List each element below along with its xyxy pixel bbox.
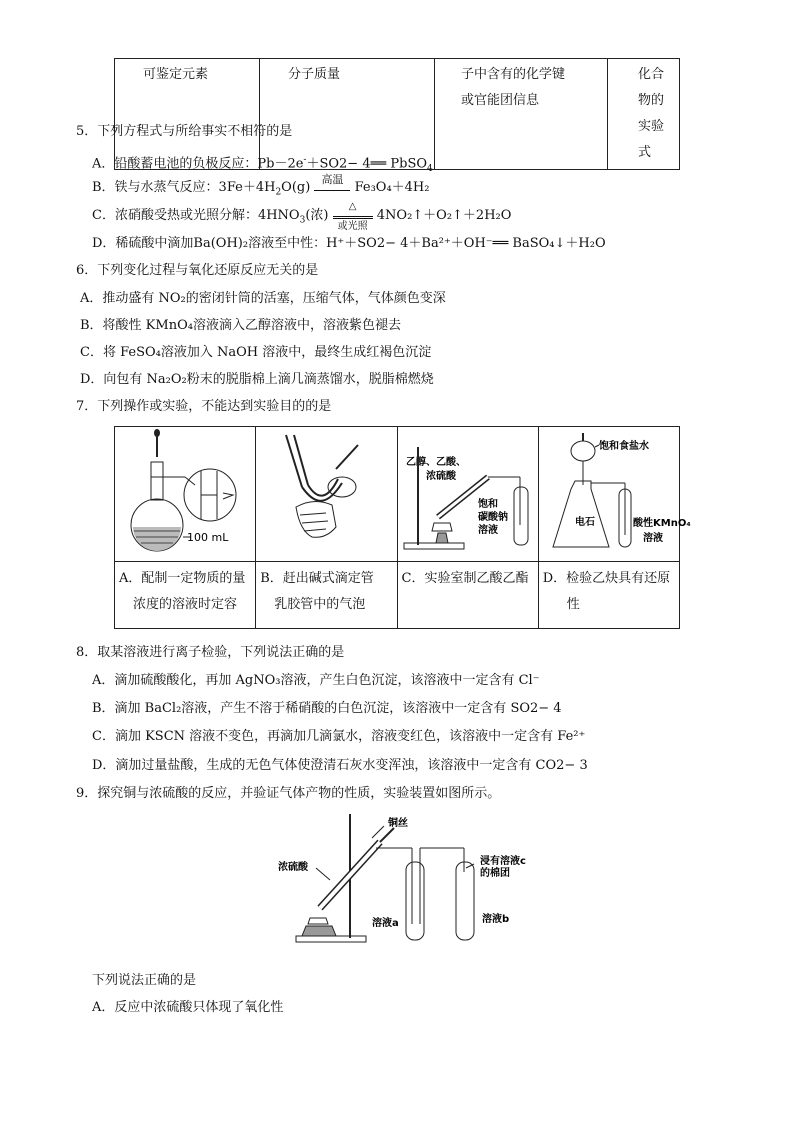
question-6-stem: 6．下列变化过程与氧化还原反应无关的是 (76, 263, 319, 278)
fig-label: 溶液b (482, 914, 510, 925)
flask-volume-label: 100 mL (187, 531, 229, 544)
figure-burette-bubble (256, 427, 397, 562)
table-cell: 分子质量 (260, 59, 435, 170)
fig-label: 铜丝 (388, 818, 408, 829)
fig-label: 饱和食盐水 (598, 441, 649, 452)
q6-option-b: B．将酸性 KMnO₄溶液滴入乙醇溶液中，溶液紫色褪去 (80, 318, 401, 333)
fig-label: 电石 (574, 517, 595, 528)
q5-option-a: A．铅酸蓄电池的负极反应：Pb－2e-＋SO2− 4══ PbSO$_4$ (92, 155, 433, 174)
fig-label: 碳酸钠 (477, 512, 508, 523)
q5-option-b: B．铁与水蒸气反应：$3Fe+4H_2O(g)$ 高温 Fe₃O₄＋4H₂ (92, 173, 430, 198)
reaction-condition: 或光照 (337, 221, 368, 232)
question-7-stem: 7．下列操作或实验，不能达到实验目的的是 (76, 399, 332, 414)
q6-option-c: C．将 FeSO₄溶液加入 NaOH 溶液中，最终生成红褐色沉淀 (80, 345, 432, 360)
q7-option-b: B．赶出碱式滴定管 乳胶管中的气泡 (256, 562, 397, 629)
q9-follow-prompt: 下列说法正确的是 (92, 973, 197, 988)
q7-option-d: D．检验乙炔具有还原 性 (538, 562, 679, 629)
q8-option-d: D．滴加过量盐酸，生成的无色气体使澄清石灰水变浑浊，该溶液中一定含有 CO2− 3 (92, 758, 588, 773)
q7-options-table (114, 426, 691, 629)
question-8-stem: 8．取某溶液进行离子检验，下列说法正确的是 (76, 645, 345, 660)
fig-label: 酸性KMnO₄ (632, 518, 691, 529)
q8-option-a: A．滴加硫酸酸化，再加 AgNO₃溶液，产生白色沉淀，该溶液中一定含有 Cl⁻ (92, 673, 540, 688)
q8-option-c: C．滴加 KSCN 溶液不变色，再滴加几滴氯水，溶液变红色，该溶液中一定含有 Fe²⁺ (92, 729, 586, 744)
table-cell: 可鉴定元素 (115, 59, 260, 170)
q6-option-a: A．推动盛有 NO₂的密闭针筒的活塞，压缩气体，气体颜色变深 (80, 291, 446, 306)
fig-label: 浸有溶液c (480, 856, 526, 867)
fig-label: 的棉团 (480, 868, 510, 879)
q9-option-a: A．反应中浓硫酸只体现了氧化性 (92, 1000, 284, 1015)
figure-volumetric-flask (115, 427, 256, 562)
q7-option-a: A．配制一定物质的量 浓度的溶液时定容 (115, 562, 256, 629)
table-cell: 化合物的实验式 (608, 59, 680, 170)
figure-copper-sulfuric-setup (276, 812, 526, 948)
fig-label: 乙醇、乙酸、 (405, 457, 466, 468)
reaction-condition: 高温 (321, 173, 344, 186)
fig-label: 浓硫酸 (278, 862, 308, 873)
reaction-condition: △ (348, 201, 357, 212)
fig-label: 溶液 (477, 525, 498, 536)
table-cell: 子中含有的化学键 或官能团信息 (435, 59, 608, 170)
fig-label: 饱和 (477, 499, 498, 510)
question-9-stem: 9．探究铜与浓硫酸的反应，并验证气体产物的性质，实验装置如图所示。 (76, 786, 501, 801)
figure-acetylene-setup (538, 427, 691, 562)
fig-label: 溶液 (642, 533, 663, 544)
fig-label: 溶液a (372, 918, 399, 929)
q5-option-d: D．稀硫酸中滴加Ba(OH)₂溶液至中性：H⁺＋SO2− 4＋Ba²⁺＋OH⁻══ BaSO₄↓＋H₂O (92, 236, 606, 251)
q8-option-b: B．滴加 BaCl₂溶液，产生不溶于稀硝酸的白色沉淀，该溶液中一定含有 SO2− 4 (92, 701, 562, 716)
figure-ester-setup (397, 427, 538, 562)
fig-label: 浓硫酸 (425, 471, 456, 482)
q7-option-c: C．实验室制乙酸乙酯 (397, 562, 538, 629)
question-5-stem: 5．下列方程式与所给事实不相符的是 (76, 124, 293, 139)
q6-option-d: D．向包有 Na₂O₂粉末的脱脂棉上滴几滴蒸馏水，脱脂棉燃烧 (80, 372, 434, 387)
q5-option-c: C．浓硝酸受热或光照分解：$4HNO_3$(浓) △ 或光照 4NO₂↑＋O₂↑＋2H₂O (92, 207, 511, 230)
